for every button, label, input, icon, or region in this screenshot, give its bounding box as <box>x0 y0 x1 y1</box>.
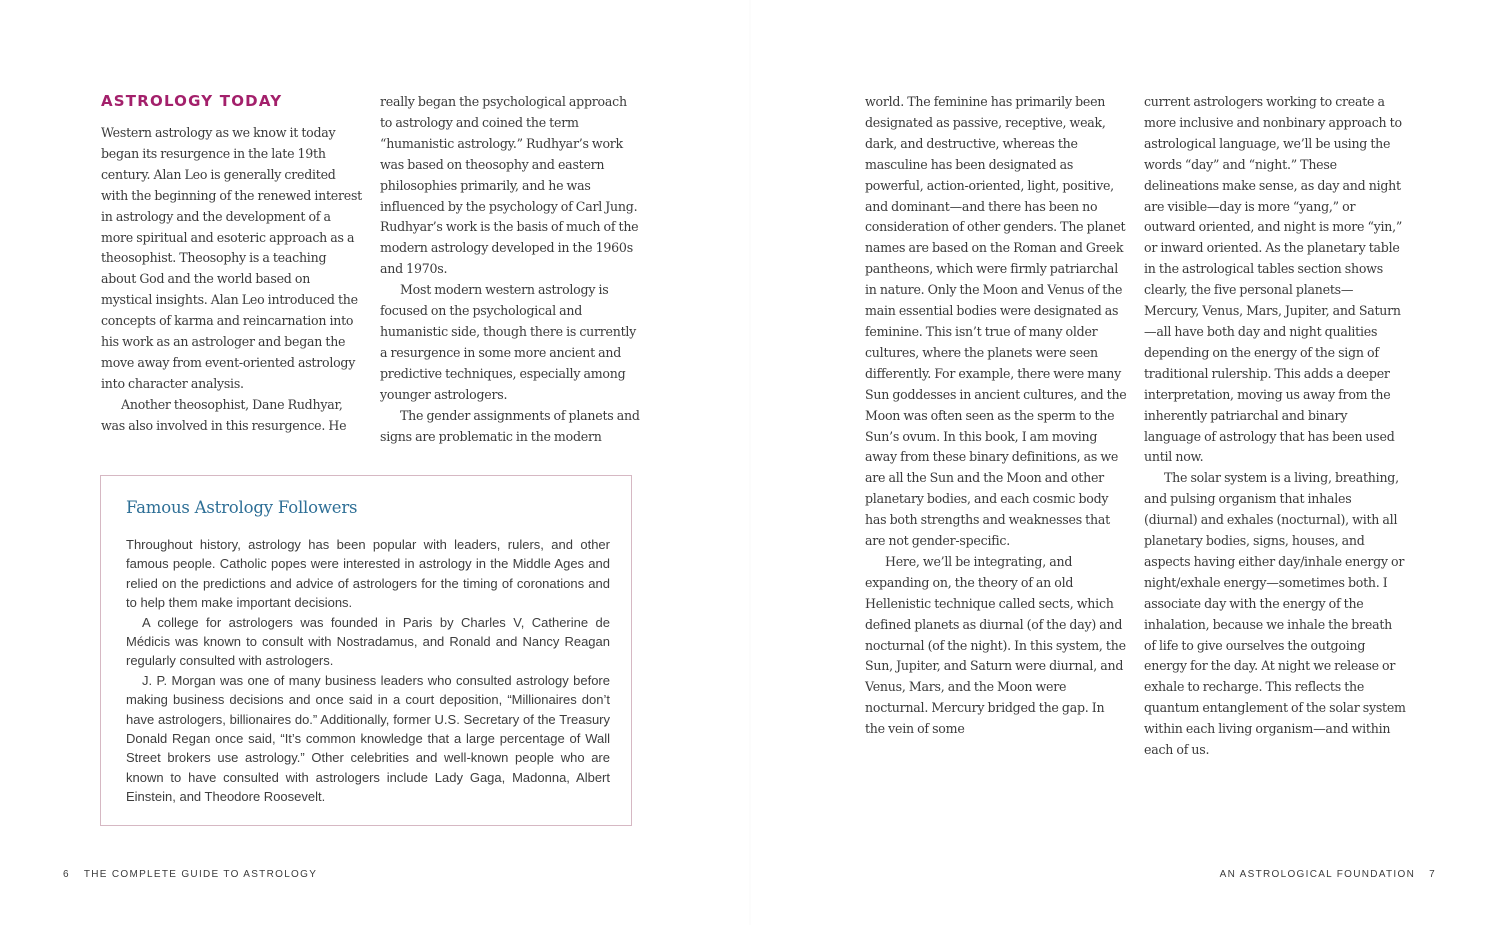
sidebar-box-famous-followers <box>100 475 632 826</box>
paragraph: Another theosophist, Dane Rudhyar, was also involved in this resurgence. He <box>101 396 347 433</box>
page-number: 6 <box>63 869 70 880</box>
paragraph: Most modern western astrology is focused on the psychological and humanistic side, though there is currently a resurgence in some more ancient and predictive techniques, especially among younger astrologers. <box>380 282 637 402</box>
right-page <box>750 0 1500 925</box>
page-number: 7 <box>1429 869 1436 880</box>
paragraph: current astrologers working to create a more inclusive and nonbinary approach to astrological language, we’ll be using the words “day” and “night.” These delineations make sense, as day and night are visible—day is more “yang,” or outward oriented, and night is more “yin,” or inward oriented. As the planetary table in the astrological tables section shows clearly, the five personal planets—Mercury, Venus, Mars, Jupiter, and Saturn—all have both day and night qualities depending on the energy of the sign of traditional rulership. This adds a deeper interpretation, moving us away from the inherently patriarchal and binary language of astrology that has been used until now. <box>1144 94 1403 465</box>
paragraph: Here, we’ll be integrating, and expanding on, the theory of an old Hellenistic technique called sects, which defined planets as diurnal (of the day) and nocturnal (of the night). In this system, the Sun, Jupiter, and Saturn were diurnal, and Venus, Mars, and the Moon were nocturnal. Mercury bridged the gap. In the vein of some <box>865 553 1126 737</box>
sidebar-paragraph: Throughout history, astrology has been popular with leaders, rulers, and other famous people. Catholic popes were interested in astrology in the Middle Ages and relied on the predictions and advice of astrologers for the timing of coronations and to help them make important decisions. <box>126 537 610 611</box>
paragraph: The gender assignments of planets and signs are problematic in the modern <box>380 407 640 444</box>
text-column-4 <box>1144 92 1406 761</box>
sidebar-body <box>126 535 610 807</box>
sidebar-paragraph: A college for astrologers was founded in Paris by Charles V, Catherine de Médicis was known to consult with Nostradamus, and Ronald and Nancy Reagan regularly consulted with astrologers. <box>126 614 610 669</box>
footer-folio-left <box>63 869 317 880</box>
text-column-3 <box>865 92 1127 740</box>
running-head: AN ASTROLOGICAL FOUNDATION <box>1219 869 1416 880</box>
paragraph: The solar system is a living, breathing, and pulsing organism that inhales (diurnal) and exhales (nocturnal), with all planetary bodies, signs, houses, and aspects having either day/inhale energy or night/exhale energy—sometimes both. I associate day with the energy of the inhalation, because we inhale the breath of life to give ourselves the outgoing energy for the day. At night we release or exhale to recharge. This reflects the quantum entanglement of the solar system within each living organism—and within each of us. <box>1144 470 1406 758</box>
paragraph: Western astrology as we know it today began its resurgence in the late 19th century. Alan Leo is generally credited with the beginning of the renewed interest in astrology and the development of a more spiritual and esoteric approach as a theosophist. Theosophy is a teaching about God and the world based on mystical insights. Alan Leo introduced the concepts of karma and reincarnation into his work as an astrologer and began the move away from event-oriented astrology into character analysis. <box>101 125 362 391</box>
text-column-2 <box>380 92 642 447</box>
paragraph: world. The feminine has primarily been designated as passive, receptive, weak, dark, and destructive, whereas the masculine has been designated as powerful, action-oriented, light, positive, and dominant—and there has been no consideration of other genders. The planet names are based on the Roman and Greek pantheons, which were firmly patriarchal in nature. Only the Moon and Venus of the main essential bodies were designated as feminine. This isn’t true of many older cultures, where the planets were seen differently. For example, there were many Sun goddesses in ancient cultures, and the Moon was often seen as the sperm to the Sun’s ovum. In this book, I am moving away from these binary definitions, as we are all the Sun and the Moon and other planetary bodies, and each cosmic body has both strengths and weaknesses that are not gender-specific. <box>865 94 1127 549</box>
sidebar-paragraph: J. P. Morgan was one of many business leaders who consulted astrology before making business decisions and once said in a court deposition, “Millionaires don’t have astrologers, billionaires do.” Additionally, former U.S. Secretary of the Treasury Donald Regan once said, “It’s common knowledge that a large percentage of Wall Street brokers use astrology.” Other celebrities and well-known people who are known to have consulted with astrologers include Lady Gaga, Madonna, Albert Einstein, and Theodore Roosevelt. <box>126 672 610 805</box>
section-heading: ASTROLOGY TODAY <box>101 92 283 110</box>
footer-folio-right <box>1220 869 1436 880</box>
running-head: THE COMPLETE GUIDE TO ASTROLOGY <box>83 869 318 880</box>
text-column-1 <box>101 123 363 437</box>
paragraph: really began the psychological approach to astrology and coined the term “humanistic astrology.” Rudhyar’s work was based on theosophy and eastern philosophies primarily, and he was influenced by the psychology of Carl Jung. Rudhyar’s work is the basis of much of the modern astrology developed in the 1960s and 1970s. <box>380 94 639 277</box>
sidebar-title: Famous Astrology Followers <box>126 498 358 517</box>
